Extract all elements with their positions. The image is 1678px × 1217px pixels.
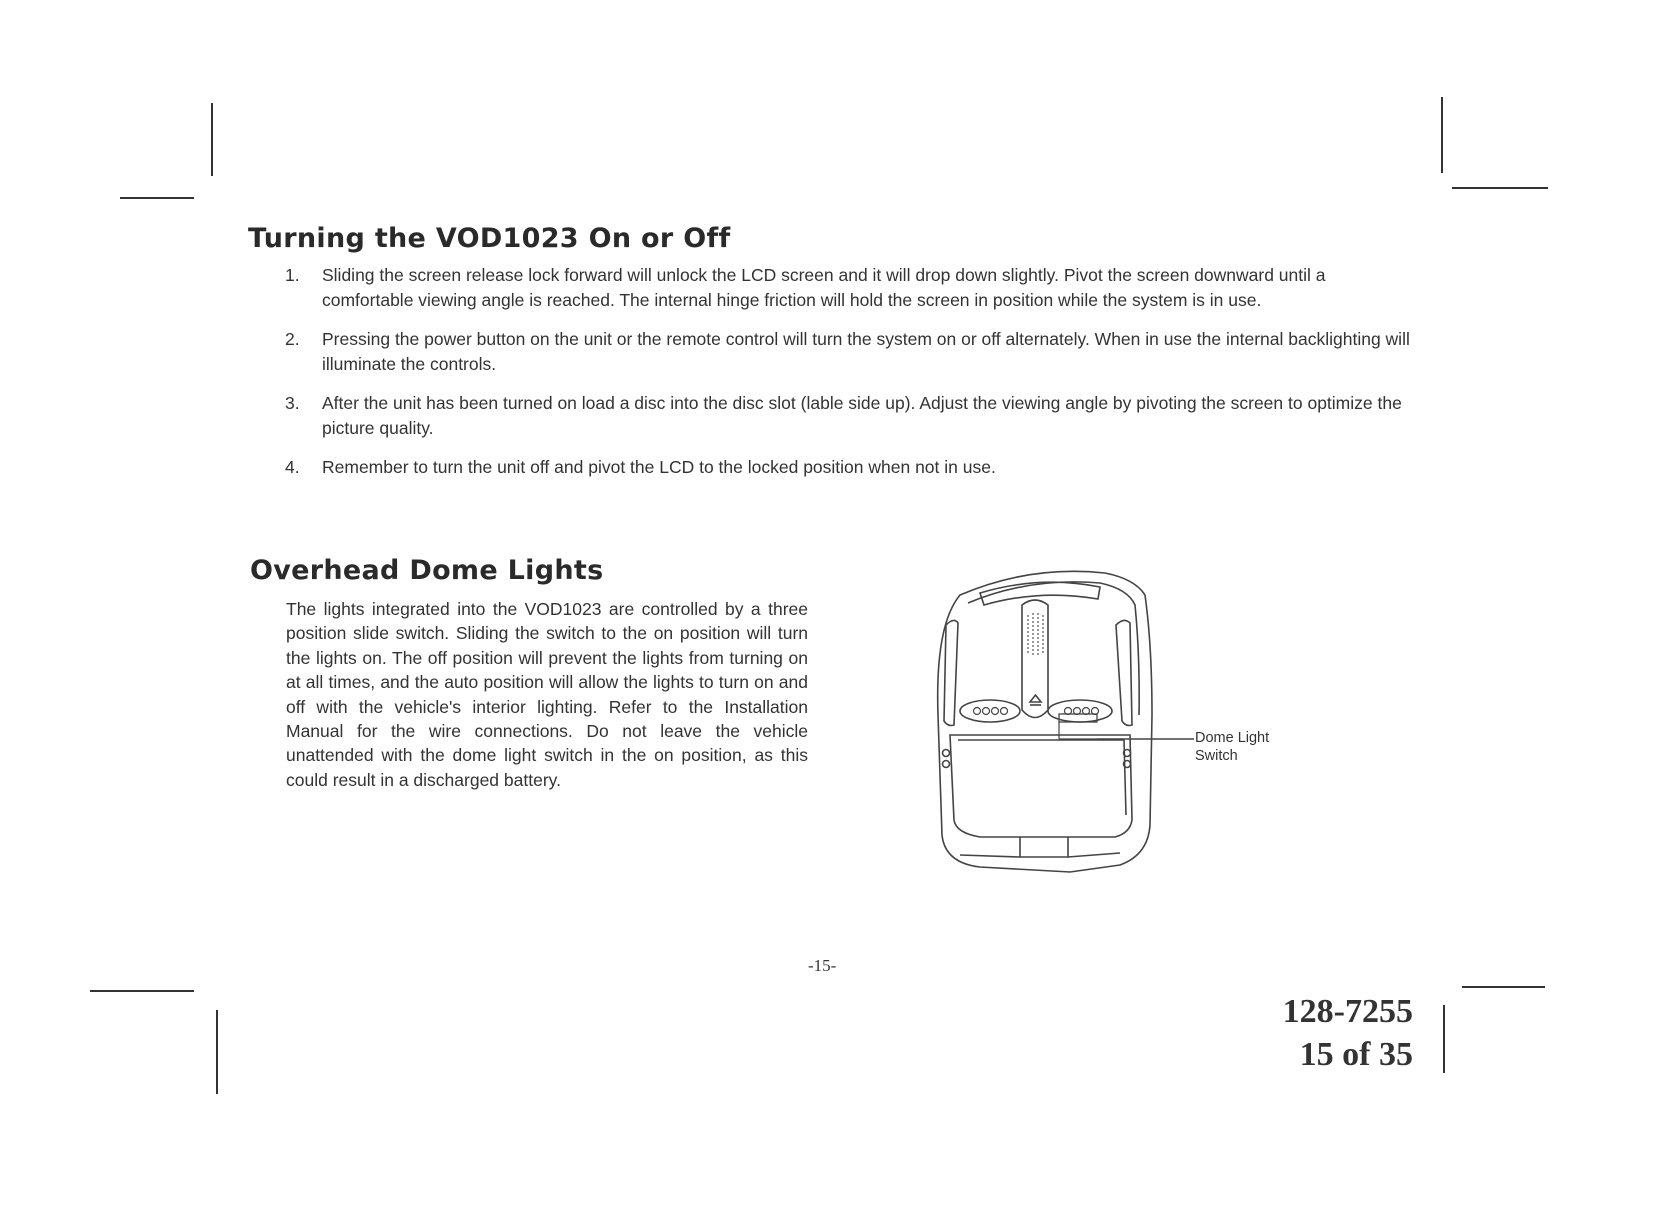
step-text: Pressing the power button on the unit or the remote control will turn the system on or off alternately. When in use the internal backlighting will illuminate the controls. (322, 329, 1410, 374)
crop-mark-top-right-vertical (1441, 97, 1443, 173)
crop-mark-bottom-right-vertical (1443, 1005, 1445, 1073)
list-item: 4. Remember to turn the unit off and pivot the LCD to the locked position when not in use. (285, 457, 996, 477)
list-item: 2. Pressing the power button on the unit or the remote control will turn the system on or off alternately. When in use the internal backlighting will illuminate the controls. (285, 329, 1410, 374)
overhead-unit-illustration (920, 565, 1250, 880)
crop-mark-top-left-horizontal (120, 197, 194, 199)
instruction-list (285, 263, 1415, 494)
step-text: Remember to turn the unit off and pivot the LCD to the locked position when not in use. (322, 457, 996, 477)
crop-mark-top-right-horizontal (1452, 187, 1548, 189)
dome-light-switch-callout (1195, 729, 1269, 765)
section-title-dome-lights: Overhead Dome Lights (250, 555, 604, 586)
crop-mark-bottom-right-horizontal (1462, 986, 1545, 988)
crop-mark-bottom-left-horizontal (90, 990, 194, 992)
callout-line-1: Dome Light (1195, 730, 1270, 746)
list-item: 3. After the unit has been turned on load a disc into the disc slot (lable side up). Adjust the viewing angle by pivoting the screen to optimize the picture quality. (285, 393, 1402, 438)
list-item: 1. Sliding the screen release lock forward will unlock the LCD screen and it will drop down slightly. Pivot the screen downward until a comfortable viewing angle is reached. The internal hinge friction will hold the screen in position while the system is in use. (285, 265, 1326, 310)
document-number: 128-7255 (1282, 993, 1413, 1030)
dome-lights-paragraph: The lights integrated into the VOD1023 are controlled by a three position slide switch. Sliding the switch to the on position will turn the lights on. The off position will prevent the lights from turning on at all times, and the auto position will allow the lights to turn on and off with the vehicle's interior lighting. Refer to the Installation Manual for the wire connections. Do not leave the vehicle unattended with the dome light switch in the on position, as this could result in a discharged battery. (286, 599, 808, 790)
step-text: After the unit has been turned on load a disc into the disc slot (lable side up). Adjust the viewing angle by pivoting the screen to optimize the picture quality. (322, 393, 1402, 438)
section-title-turning-on-off: Turning the VOD1023 On or Off (248, 223, 731, 254)
page-number: -15- (808, 956, 837, 975)
crop-mark-bottom-left-vertical (216, 1010, 218, 1094)
page-of-count: 15 of 35 (1299, 1036, 1413, 1073)
crop-mark-top-left-vertical (211, 103, 213, 176)
step-text: Sliding the screen release lock forward will unlock the LCD screen and it will drop down slightly. Pivot the screen downward until a comfortable viewing angle is reached. The internal hinge friction will hold the screen in position while the system is in use. (322, 265, 1326, 310)
callout-line-2: Switch (1195, 748, 1238, 764)
